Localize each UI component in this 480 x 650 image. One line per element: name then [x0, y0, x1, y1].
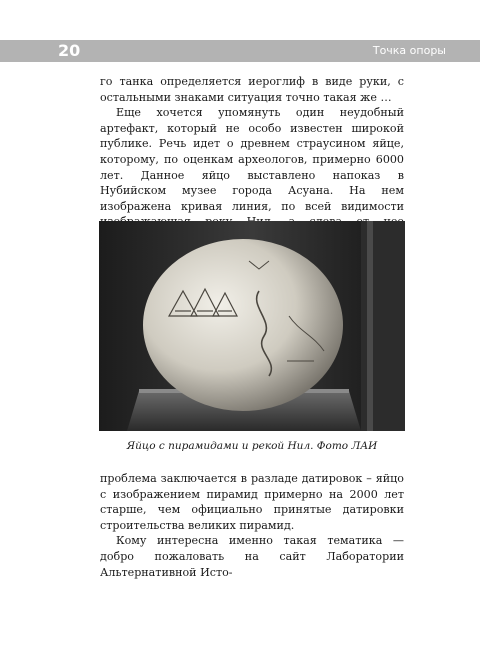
page-number: 20: [58, 41, 81, 60]
running-title: Точка опоры: [372, 44, 446, 57]
body-text-bottom: [100, 471, 404, 580]
paragraph-dating: проблема заключается в разладе датировок – яйцо с изображением пирамид примерно на 2000 лет старше, чем официально принятые датировки строительства великих пирамид.: [100, 472, 404, 532]
egg-photo-illustration: [99, 221, 405, 431]
paragraph-artifact: Еще хочется упомянуть один неудобный артефакт, который не особо известен широкой публике. Речь идет о древнем страусином яйце, которому, по оценкам археологов, примерно 6000 лет. Данное яйцо выставлено напоказ в Нубийском музее города Асуана. На нем изображена кривая линия, по всей видимости: [100, 106, 404, 213]
paragraph-invitation: Кому интересна именно такая тематика — добро пожаловать на сайт Лаборатории Альтернативной Исто-: [100, 534, 404, 579]
egg-photo: [99, 221, 405, 431]
paragraph-continued: го танка определяется иероглиф в виде руки, с остальными знаками ситуация точно такая же …: [100, 75, 404, 104]
running-header: [0, 40, 480, 62]
figure-caption: Яйцо с пирамидами и рекой Нил. Фото ЛАИ: [126, 440, 378, 452]
